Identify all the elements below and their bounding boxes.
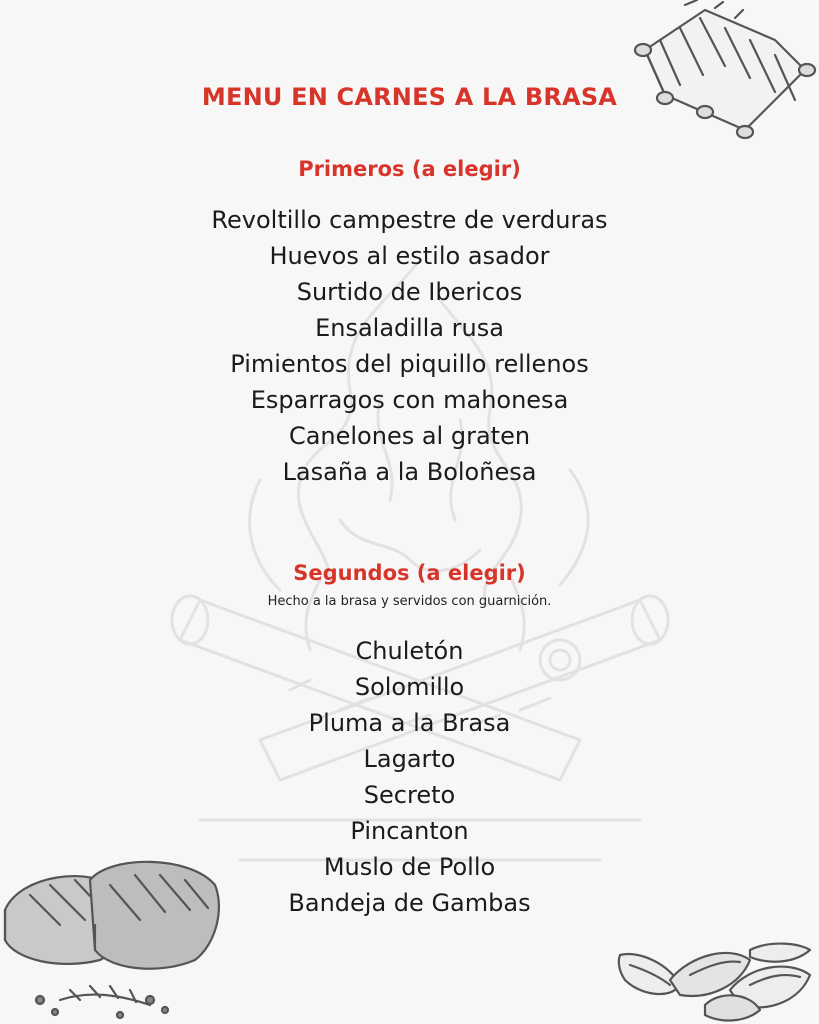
segundos-note: Hecho a la brasa y servidos con guarnición. <box>267 594 552 609</box>
primeros-item: Esparragos con mahonesa <box>250 386 569 414</box>
segundos-item: Solomillo <box>354 673 465 701</box>
segundos-heading: Segundos (a elegir) <box>293 561 526 585</box>
segundos-item: Secreto <box>363 781 456 809</box>
ribs-illustration <box>625 0 819 145</box>
primeros-heading: Primeros (a elegir) <box>298 157 521 181</box>
segundos-item: Bandeja de Gambas <box>288 889 531 917</box>
primeros-item: Surtido de Ibericos <box>296 278 523 306</box>
primeros-item: Ensaladilla rusa <box>315 314 504 342</box>
primeros-item: Lasaña a la Boloñesa <box>282 458 537 486</box>
segundos-item: Pluma a la Brasa <box>308 709 511 737</box>
segundos-item: Muslo de Pollo <box>323 853 496 881</box>
garlic-illustration <box>610 935 819 1024</box>
primeros-list <box>0 202 819 490</box>
primeros-item: Huevos al estilo asador <box>269 242 550 270</box>
primeros-item: Pimientos del piquillo rellenos <box>230 350 589 378</box>
segundos-item: Chuletón <box>355 637 464 665</box>
segundos-list <box>0 633 819 921</box>
menu-title: MENU EN CARNES A LA BRASA <box>201 83 618 111</box>
primeros-item: Revoltillo campestre de verduras <box>211 206 608 234</box>
segundos-item: Pincanton <box>350 817 469 845</box>
segundos-item: Lagarto <box>363 745 456 773</box>
primeros-item: Canelones al graten <box>288 422 531 450</box>
